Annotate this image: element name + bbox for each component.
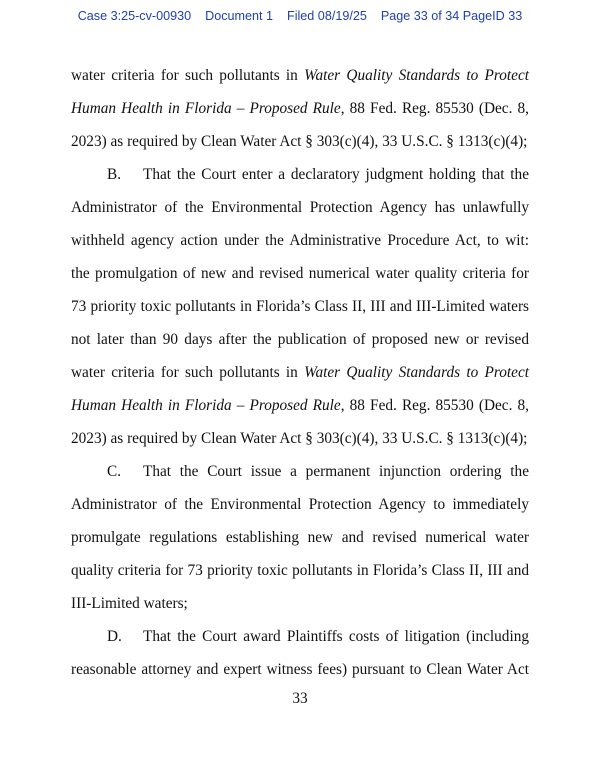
filed-date: Filed 08/19/25 (287, 9, 367, 23)
paragraph-marker: C. (107, 463, 122, 480)
court-filing-header (0, 9, 600, 23)
page-id: Page 33 of 34 PageID 33 (380, 9, 523, 23)
paragraph-b-first-line: B. That the Court enter a declaratory judgment holding that the (107, 166, 529, 183)
paragraph-d-first-line: D. That the Court award Plaintiffs costs of litigation (including (107, 628, 529, 645)
body-line: III-Limited waters; (71, 595, 188, 612)
page-number: 33 (292, 690, 308, 707)
body-line: water criteria for such pollutants in Water Quality Standards to Protect (71, 67, 529, 84)
document-number: Document 1 (205, 9, 274, 23)
body-line: Administrator of the Environmental Protection Agency has unlawfully (71, 199, 529, 216)
body-line: 2023) as required by Clean Water Act § 303(c)(4), 33 U.S.C. § 1313(c)(4); (71, 133, 528, 150)
case-number: Case 3:25-cv-00930 (77, 9, 192, 23)
paragraph-marker: B. (107, 166, 122, 183)
body-line: Administrator of the Environmental Protection Agency to immediately (71, 496, 529, 513)
body-line: Human Health in Florida – Proposed Rule, 88 Fed. Reg. 85530 (Dec. 8, (71, 397, 529, 414)
body-line: withheld agency action under the Administrative Procedure Act, to wit: (71, 232, 529, 249)
paragraph-marker: D. (107, 628, 122, 645)
body-line: not later than 90 days after the publication of proposed new or revised (71, 331, 529, 348)
body-line: 2023) as required by Clean Water Act § 303(c)(4), 33 U.S.C. § 1313(c)(4); (71, 430, 528, 447)
paragraph-c-first-line: C. That the Court issue a permanent injunction ordering the (107, 463, 529, 480)
body-line: quality criteria for 73 priority toxic pollutants in Florida’s Class II, III and (71, 562, 529, 579)
body-line: 73 priority toxic pollutants in Florida’s Class II, III and III-Limited waters (71, 298, 529, 315)
body-line: reasonable attorney and expert witness fees) pursuant to Clean Water Act (71, 661, 529, 678)
body-line: the promulgation of new and revised numerical water quality criteria for (71, 265, 529, 282)
body-line: Human Health in Florida – Proposed Rule, 88 Fed. Reg. 85530 (Dec. 8, (71, 100, 529, 117)
body-line: water criteria for such pollutants in Water Quality Standards to Protect (71, 364, 529, 381)
body-line: promulgate regulations establishing new and revised numerical water (71, 529, 529, 546)
